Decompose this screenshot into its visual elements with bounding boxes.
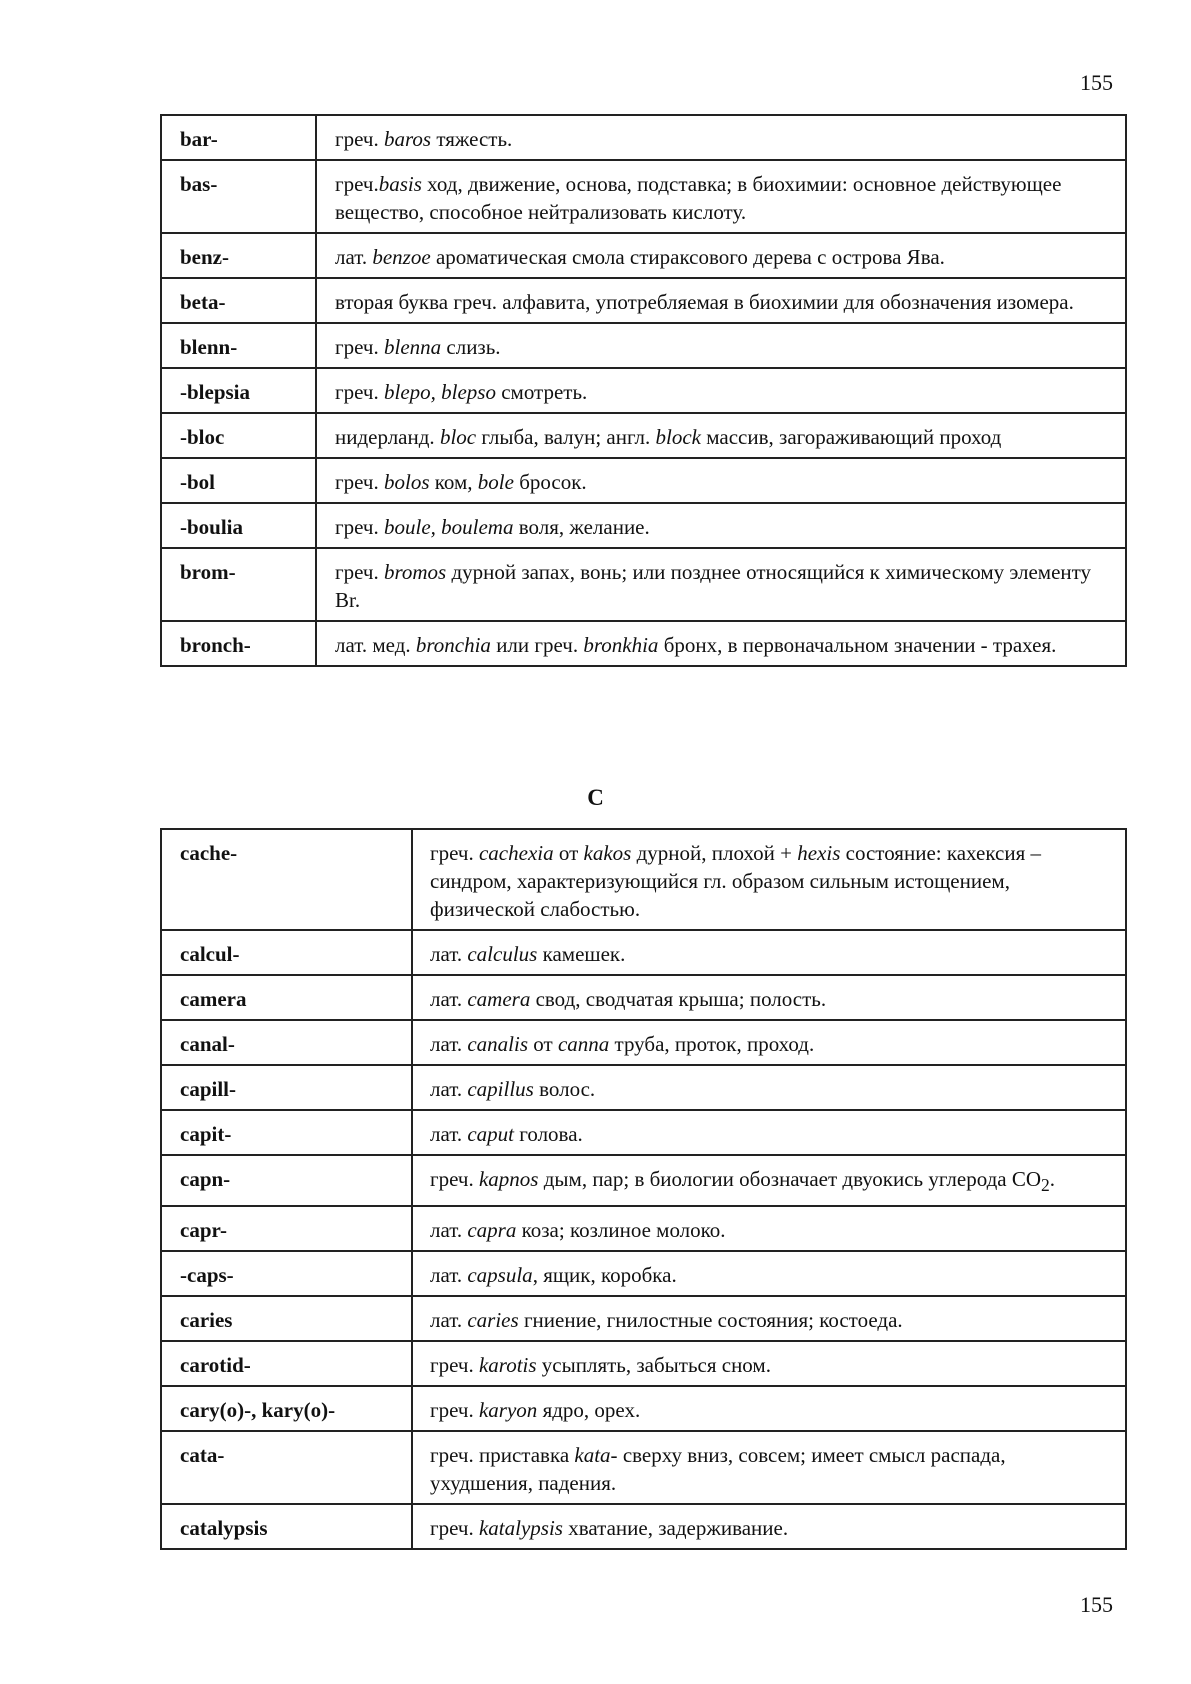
- etymon-text: kakos: [583, 841, 632, 865]
- definition-text: волос.: [533, 1077, 596, 1101]
- term-cell: -blepsia: [161, 368, 316, 413]
- definition-text: греч.: [335, 470, 384, 494]
- definition-text: греч. приставка: [430, 1443, 575, 1468]
- etymon-text: caries: [467, 1308, 519, 1333]
- definition-text: свод, сводчатая крыша; полость.: [530, 987, 827, 1011]
- term-cell: calcul-: [161, 930, 412, 975]
- etymon-text: karyon: [478, 1398, 538, 1423]
- definition-text: дурной, плохой +: [631, 841, 798, 865]
- definition-cell: [316, 323, 1126, 368]
- etymon-text: block: [655, 425, 702, 449]
- definition-text: или греч.: [490, 633, 584, 657]
- term-cell: cata-: [161, 1431, 412, 1504]
- etymon-text: calculus: [467, 942, 538, 966]
- definition-text: лат.: [430, 987, 468, 1011]
- definition-cell: [316, 278, 1126, 323]
- definition-cell: [412, 1431, 1126, 1504]
- etymon-text: , bole: [467, 470, 514, 494]
- table-row: [161, 233, 1126, 278]
- table-row: [161, 413, 1126, 458]
- term-cell: -bloc: [161, 413, 316, 458]
- definition-text: греч.: [335, 172, 379, 196]
- term-cell: cary(o)-, kary(o)-: [161, 1386, 412, 1431]
- term-cell: carotid-: [161, 1341, 412, 1386]
- definition-text: лат. мед.: [335, 633, 416, 657]
- term-cell: cache-: [161, 829, 412, 930]
- table-row: [161, 458, 1126, 503]
- definition-cell: [412, 1020, 1126, 1065]
- definition-cell: [316, 458, 1126, 503]
- definition-text: лат.: [335, 245, 373, 269]
- definition-text: греч.: [335, 515, 384, 539]
- definition-text: , ящик, коробка.: [532, 1263, 677, 1288]
- definition-text: смотреть.: [495, 380, 588, 404]
- term-cell: capit-: [161, 1110, 412, 1155]
- definition-text: камешек.: [537, 942, 626, 966]
- definition-text: лат.: [430, 942, 468, 966]
- definition-cell: [412, 1504, 1126, 1549]
- glossary-table-c: [160, 828, 1127, 1550]
- definition-text: гниение, гнилостные состояния; костоеда.: [518, 1308, 903, 1333]
- term-cell: -boulia: [161, 503, 316, 548]
- definition-text: греч.: [335, 380, 384, 404]
- term-cell: bas-: [161, 160, 316, 233]
- definition-text: греч.: [430, 1167, 479, 1191]
- definition-text: труба, проток, проход.: [609, 1032, 815, 1056]
- definition-text: тяжесть.: [431, 127, 513, 151]
- table-row: [161, 621, 1126, 666]
- definition-text: голова.: [514, 1122, 583, 1146]
- etymon-text: kata-: [574, 1443, 618, 1468]
- definition-text: ядро, орех.: [537, 1398, 641, 1423]
- table-row: [161, 1296, 1126, 1341]
- definition-cell: [316, 115, 1126, 160]
- definition-text: нидерланд.: [335, 425, 440, 449]
- table-row: [161, 278, 1126, 323]
- table-row: [161, 1206, 1126, 1251]
- table-row: [161, 160, 1126, 233]
- definition-cell: [412, 1341, 1126, 1386]
- glossary-table-b: [160, 114, 1127, 667]
- definition-cell: [316, 233, 1126, 278]
- term-cell: capn-: [161, 1155, 412, 1206]
- subscript-text: 2: [1041, 1175, 1050, 1196]
- table-row: [161, 975, 1126, 1020]
- term-cell: brom-: [161, 548, 316, 621]
- etymon-text: bloc: [439, 425, 477, 449]
- etymon-text: karotis: [478, 1353, 537, 1378]
- page-number-bottom: 155: [1080, 1592, 1113, 1617]
- definition-text: состояние: кахексия – синдром, характеризующийся гл. образом сильным истощением, физической слабостью.: [430, 841, 1041, 921]
- etymon-text: bromos: [383, 560, 447, 584]
- table-row: [161, 115, 1126, 160]
- table-row: [161, 1155, 1126, 1206]
- term-cell: catalypsis: [161, 1504, 412, 1549]
- definition-cell: [316, 503, 1126, 548]
- definition-text: бронх, в первоначальном значении - трахея.: [658, 633, 1057, 657]
- term-cell: capill-: [161, 1065, 412, 1110]
- etymon-text: benzoe: [372, 245, 431, 269]
- etymon-text: basis: [378, 172, 422, 196]
- table-row: [161, 1341, 1126, 1386]
- definition-text: ход, движение, основа, подставка; в биохимии: основное действующее вещество, способное нейтрализовать кислоту.: [335, 172, 1062, 224]
- definition-text: ароматическая смола стираксового дерева с острова Ява.: [430, 245, 945, 269]
- etymon-text: bronkhia: [583, 633, 659, 657]
- definition-cell: [412, 930, 1126, 975]
- definition-cell: [412, 1065, 1126, 1110]
- definition-text: сверху вниз, совсем; имеет смысл распада, ухудшения, падения.: [430, 1443, 1006, 1496]
- definition-cell: [316, 368, 1126, 413]
- definition-cell: [316, 413, 1126, 458]
- term-cell: canal-: [161, 1020, 412, 1065]
- definition-text: глыба, валун; англ.: [476, 425, 656, 449]
- definition-cell: [412, 1206, 1126, 1251]
- definition-cell: [316, 548, 1126, 621]
- definition-text: греч.: [430, 1398, 479, 1423]
- etymon-text: capra: [467, 1218, 517, 1243]
- table-row: [161, 548, 1126, 621]
- definition-text: дурной запах, вонь; или позднее относящийся к химическому элементу Br.: [335, 560, 1092, 612]
- definition-cell: [412, 1386, 1126, 1431]
- etymon-text: bronchia: [415, 633, 491, 657]
- term-cell: caries: [161, 1296, 412, 1341]
- definition-cell: [412, 975, 1126, 1020]
- definition-text: воля, желание.: [513, 515, 650, 539]
- definition-text: дым, пар; в биологии обозначает двуокись углерода CO: [538, 1167, 1042, 1191]
- etymon-text: cachexia: [478, 841, 554, 865]
- definition-text: греч.: [430, 1516, 479, 1541]
- definition-text: греч.: [430, 841, 479, 865]
- definition-text: усыплять, забыться сном.: [536, 1353, 771, 1378]
- table-row: [161, 1110, 1126, 1155]
- table-row: [161, 503, 1126, 548]
- definition-text: лат.: [430, 1032, 468, 1056]
- table-row: [161, 1504, 1126, 1549]
- term-cell: benz-: [161, 233, 316, 278]
- term-cell: beta-: [161, 278, 316, 323]
- term-cell: -bol: [161, 458, 316, 503]
- etymon-text: baros: [383, 127, 432, 151]
- definition-cell: [412, 1251, 1126, 1296]
- definition-text: ком: [429, 470, 468, 494]
- definition-cell: [412, 1296, 1126, 1341]
- definition-text: бросок.: [513, 470, 587, 494]
- definition-text: .: [1049, 1167, 1056, 1191]
- page-number-top: 155: [1080, 70, 1113, 95]
- definition-cell: [316, 160, 1126, 233]
- etymon-text: canna: [557, 1032, 610, 1056]
- definition-text: лат.: [430, 1077, 468, 1101]
- definition-text: коза; козлиное молоко.: [516, 1218, 726, 1243]
- table-row: [161, 930, 1126, 975]
- term-cell: bar-: [161, 115, 316, 160]
- definition-cell: [412, 829, 1126, 930]
- etymon-text: boule, boulema: [383, 515, 514, 539]
- table-row: [161, 1065, 1126, 1110]
- term-cell: bronch-: [161, 621, 316, 666]
- term-cell: capr-: [161, 1206, 412, 1251]
- definition-text: от: [553, 841, 584, 865]
- etymon-text: blenna: [383, 335, 442, 359]
- table-row: [161, 1386, 1126, 1431]
- section-letter-heading: C: [587, 785, 604, 810]
- definition-text: греч.: [430, 1353, 479, 1378]
- etymon-text: kapnos: [478, 1167, 539, 1191]
- definition-text: массив, загораживающий проход: [701, 425, 1002, 449]
- definition-text: греч.: [335, 560, 384, 584]
- table-row: [161, 323, 1126, 368]
- definition-text: от: [528, 1032, 558, 1056]
- table-row: [161, 1251, 1126, 1296]
- etymon-text: bolos: [383, 470, 430, 494]
- definition-cell: [412, 1110, 1126, 1155]
- etymon-text: capsula: [467, 1263, 533, 1288]
- definition-cell: [316, 621, 1126, 666]
- table-row: [161, 1020, 1126, 1065]
- definition-text: лат.: [430, 1263, 468, 1288]
- term-cell: camera: [161, 975, 412, 1020]
- term-cell: -caps-: [161, 1251, 412, 1296]
- etymon-text: blepo, blepso: [383, 380, 496, 404]
- definition-text: хватание, задерживание.: [562, 1516, 789, 1541]
- definition-text: греч.: [335, 127, 384, 151]
- definition-text: лат.: [430, 1308, 468, 1333]
- definition-text: греч.: [335, 335, 384, 359]
- term-cell: blenn-: [161, 323, 316, 368]
- etymon-text: capillus: [467, 1077, 534, 1101]
- table-row: [161, 829, 1126, 930]
- definition-text: слизь.: [441, 335, 501, 359]
- definition-text: вторая буква греч. алфавита, употребляемая в биохимии для обозначения изомера.: [335, 290, 1074, 314]
- table-row: [161, 368, 1126, 413]
- definition-cell: [412, 1155, 1126, 1206]
- etymon-text: katalypsis: [478, 1516, 563, 1541]
- etymon-text: camera: [467, 987, 531, 1011]
- definition-text: лат.: [430, 1122, 468, 1146]
- etymon-text: hexis: [797, 841, 841, 865]
- table-row: [161, 1431, 1126, 1504]
- etymon-text: caput: [467, 1122, 515, 1146]
- definition-text: лат.: [430, 1218, 468, 1243]
- etymon-text: canalis: [467, 1032, 529, 1056]
